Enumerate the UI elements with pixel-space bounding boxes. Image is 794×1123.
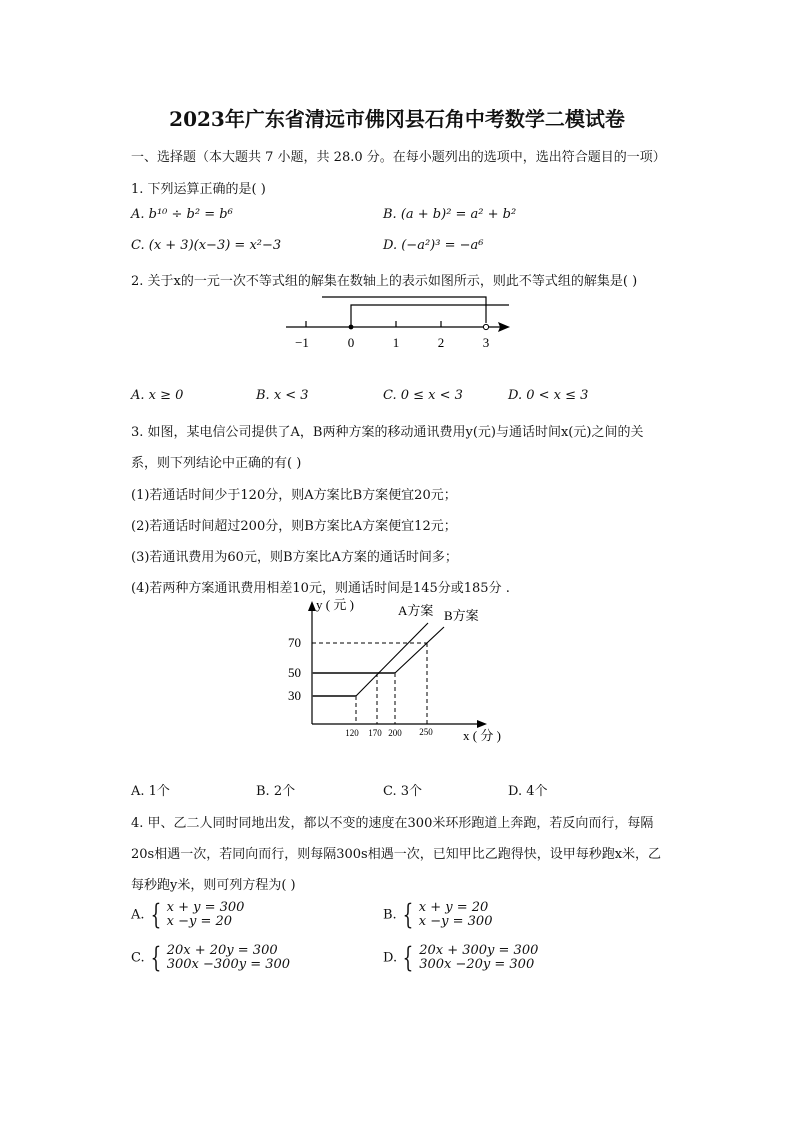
- x-tick-label: 250: [419, 727, 433, 737]
- brace-icon: {: [150, 941, 162, 974]
- brace-icon: {: [150, 898, 161, 931]
- q3-statement-1: (1)若通话时间少于120分，则A方案比B方案便宜20元；: [131, 488, 457, 503]
- y-tick-label: 70: [288, 635, 301, 650]
- y-tick-label: 30: [288, 688, 301, 703]
- x-tick-label: 120: [345, 728, 359, 738]
- plan-a-label: A方案: [398, 603, 434, 618]
- q2-option-b: B. x < 3: [256, 388, 309, 403]
- q3-statement-2: (2)若通话时间超过200分，则B方案比A方案便宜12元；: [131, 519, 457, 534]
- q4-option-c: [131, 941, 291, 974]
- brace-icon: {: [402, 898, 414, 931]
- equation: x + y = 300: [166, 900, 245, 915]
- tick-label: −1: [295, 335, 309, 350]
- q3-option-a: A. 1个: [131, 784, 170, 799]
- equation: 300x −300y = 300: [166, 957, 291, 972]
- plan-b-label: B方案: [444, 608, 479, 623]
- x-tick-label: 170: [368, 728, 382, 738]
- q3-option-c: C. 3个: [383, 784, 423, 799]
- section-heading: 一、选择题（本大题共 7 小题，共 28.0 分。在每小题列出的选项中，选出符合题目的一项）: [131, 150, 666, 165]
- y-axis-arrow-icon: [308, 601, 316, 611]
- q1-option-a: A. b¹⁰ ÷ b² = b⁶: [131, 207, 233, 222]
- q3-stem-line2: 系，则下列结论中正确的有( ): [131, 456, 302, 471]
- q3-statement-4: (4)若两种方案通讯费用相差10元，则通话时间是145分或185分 .: [131, 581, 510, 596]
- tick-label: 0: [347, 335, 355, 350]
- q4-stem-line3: 每秒跑y米，则可列方程为( ): [131, 878, 296, 893]
- y-axis-label: y ( 元 ): [316, 597, 354, 612]
- q3-stem-line1: 3. 如图，某电信公司提供了A，B两种方案的移动通讯费用y(元)与通话时间x(元)之间的关: [131, 425, 644, 440]
- guide-lines: [312, 643, 427, 724]
- q3-option-d: D. 4个: [508, 784, 548, 799]
- equation: 20x + 300y = 300: [419, 943, 539, 958]
- page-title: 2023年广东省清远市佛冈县石角中考数学二模试卷: [169, 107, 625, 131]
- q1-option-c: C. (x + 3)(x−3) = x²−3: [131, 238, 282, 253]
- option-label: D.: [383, 950, 398, 966]
- y-tick-label: 50: [288, 665, 301, 680]
- q3-option-b: B. 2个: [256, 784, 296, 799]
- equation: x −y = 20: [166, 914, 233, 929]
- q4-stem-line2: 20s相遇一次，若同向而行，则每隔300s相遇一次，已知甲比乙跑得快，设甲每秒跑x米，乙: [131, 847, 662, 862]
- tick-label: 3: [482, 335, 490, 350]
- q1-option-b: B. (a + b)² = a² + b²: [383, 207, 517, 222]
- equation: x + y = 20: [418, 900, 489, 915]
- q4-option-a: [131, 898, 245, 931]
- q2-option-a: A. x ≥ 0: [131, 388, 184, 403]
- q1-stem: 1. 下列运算正确的是( ): [131, 182, 266, 197]
- equation: x −y = 300: [418, 914, 493, 929]
- q4-stem-line1: 4. 甲、乙二人同时同地出发，都以不变的速度在300米环形跑道上奔跑，若反向而行，每隔: [131, 816, 654, 831]
- q1-option-d: D. (−a²)³ = −a⁶: [383, 238, 484, 253]
- q2-stem: 2. 关于x的一元一次不等式组的解集在数轴上的表示如图所示，则此不等式组的解集是( ): [131, 274, 638, 289]
- tick-label: 2: [437, 335, 445, 350]
- equation: 300x −20y = 300: [419, 957, 535, 972]
- x-axis-arrow-icon: [477, 720, 487, 728]
- tick-label: 1: [392, 335, 400, 350]
- q4-option-b: [383, 898, 493, 931]
- brace-icon: {: [402, 941, 414, 974]
- option-label: C.: [131, 950, 145, 966]
- plan-b-line: [395, 627, 444, 673]
- option-label: B.: [383, 907, 397, 923]
- x-axis-label: x ( 分 ): [463, 728, 501, 743]
- q2-option-c: C. 0 ≤ x < 3: [383, 388, 463, 403]
- option-label: A.: [131, 907, 145, 923]
- q3-statement-3: (3)若通讯费用为60元，则B方案比A方案的通话时间多；: [131, 550, 458, 565]
- x-tick-label: 200: [388, 728, 402, 738]
- q4-option-d: [383, 941, 539, 974]
- plan-a-line: [356, 623, 428, 696]
- q2-option-d: D. 0 < x ≤ 3: [508, 388, 589, 403]
- equation: 20x + 20y = 300: [166, 943, 278, 958]
